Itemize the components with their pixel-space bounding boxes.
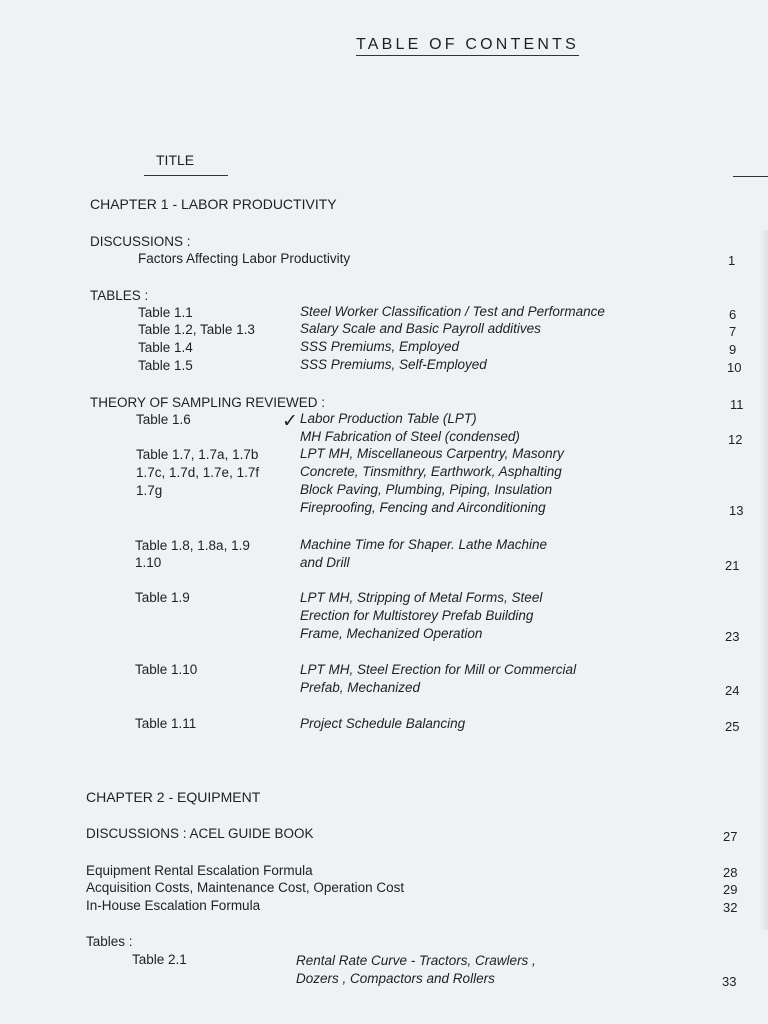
toc-entry-label: Table 1.5 — [138, 358, 193, 373]
toc-entry-label: Table 1.8, 1.8a, 1.9 — [135, 538, 250, 553]
toc-entry-label: Table 2.1 — [132, 952, 187, 967]
toc-entry-page: 25 — [725, 719, 740, 734]
toc-entry-page: 23 — [725, 629, 740, 644]
toc-entry-title: Factors Affecting Labor Productivity — [138, 251, 351, 266]
toc-entry-label: Table 1.1 — [138, 305, 193, 320]
chapter1-heading: CHAPTER 1 - LABOR PRODUCTIVITY — [90, 196, 337, 212]
toc-entry-title: Project Schedule Balancing — [300, 716, 466, 731]
toc-entry-title: LPT MH, Miscellaneous Carpentry, Masonry — [300, 446, 564, 461]
toc-entry-page: 7 — [729, 324, 737, 339]
chapter2-discussions: DISCUSSIONS : ACEL GUIDE BOOK — [86, 826, 314, 841]
toc-entry-label: 1.10 — [135, 555, 162, 570]
toc-entry-title: Erection for Multistorey Prefab Building — [300, 608, 534, 623]
toc-entry-title: Machine Time for Shaper. Lathe Machine — [300, 537, 548, 552]
toc-entry-title: Acquisition Costs, Maintenance Cost, Operation Cost — [86, 880, 405, 895]
toc-entry-title: LPT MH, Stripping of Metal Forms, Steel — [300, 590, 543, 605]
page-title: TABLE OF CONTENTS — [356, 36, 579, 56]
toc-entry-page: 13 — [729, 503, 744, 518]
chapter1-discussions-label: DISCUSSIONS : — [90, 234, 191, 249]
toc-entry-title: Rental Rate Curve - Tractors, Crawlers , — [296, 953, 536, 968]
toc-entry-title: and Drill — [300, 555, 350, 570]
page-column-dash — [733, 176, 768, 177]
toc-entry-page: 12 — [728, 432, 743, 447]
toc-entry-page: 28 — [723, 865, 738, 880]
toc-entry-title: Labor Production Table (LPT) — [300, 411, 477, 426]
toc-entry-page: 27 — [723, 829, 738, 844]
scan-edge-shadow — [760, 230, 768, 930]
toc-entry-title: MH Fabrication of Steel (condensed) — [300, 429, 520, 444]
toc-entry-label: Table 1.9 — [135, 590, 190, 605]
toc-entry-label: Table 1.11 — [135, 716, 197, 731]
chapter1-tables-label: TABLES : — [90, 288, 149, 303]
chapter2-heading: CHAPTER 2 - EQUIPMENT — [86, 789, 261, 805]
toc-entry-page: 1 — [728, 253, 736, 268]
toc-entry-title: In-House Escalation Formula — [86, 898, 261, 913]
toc-entry-title: Prefab, Mechanized — [300, 680, 421, 695]
toc-entry-title: Concrete, Tinsmithry, Earthwork, Asphalting — [300, 464, 562, 479]
checkmark-icon: ✓ — [282, 411, 298, 432]
toc-entry-page: 6 — [729, 307, 737, 322]
toc-entry-title: Dozers , Compactors and Rollers — [296, 971, 495, 986]
toc-entry-label: Table 1.7, 1.7a, 1.7b — [136, 447, 259, 462]
toc-entry-label: 1.7g — [136, 483, 163, 498]
toc-entry-title: SSS Premiums, Employed — [300, 339, 460, 354]
toc-entry-page: 33 — [722, 974, 737, 989]
toc-entry-title: Fireproofing, Fencing and Airconditioning — [300, 500, 546, 515]
toc-entry-label: Table 1.10 — [135, 662, 198, 677]
toc-entry-page: 10 — [727, 360, 742, 375]
toc-entry-title: SSS Premiums, Self-Employed — [300, 357, 487, 372]
chapter2-tables-label: Tables : — [86, 934, 133, 949]
toc-entry-page: 29 — [723, 882, 738, 897]
toc-entry-page: 24 — [725, 683, 740, 698]
toc-entry-title: Frame, Mechanized Operation — [300, 626, 483, 641]
toc-entry-label: Table 1.6 — [136, 412, 191, 427]
toc-entry-page: 11 — [730, 397, 744, 412]
toc-entry-page: 21 — [725, 558, 740, 573]
theory-heading: THEORY OF SAMPLING REVIEWED : — [90, 395, 326, 410]
toc-entry-label: Table 1.4 — [138, 340, 193, 355]
toc-entry-page: 32 — [723, 900, 738, 915]
toc-entry-title: LPT MH, Steel Erection for Mill or Commercial — [300, 662, 577, 677]
toc-entry-title: Steel Worker Classification / Test and Performance — [300, 304, 605, 319]
toc-entry-title: Equipment Rental Escalation Formula — [86, 863, 313, 878]
toc-entry-page: 9 — [729, 342, 737, 357]
toc-entry-label: 1.7c, 1.7d, 1.7e, 1.7f — [136, 465, 260, 480]
toc-entry-label: Table 1.2, Table 1.3 — [138, 322, 255, 337]
toc-entry-title: Salary Scale and Basic Payroll additives — [300, 321, 541, 336]
toc-entry-title: Block Paving, Plumbing, Piping, Insulation — [300, 482, 553, 497]
title-underline — [144, 175, 228, 176]
column-title: TITLE — [156, 152, 195, 168]
